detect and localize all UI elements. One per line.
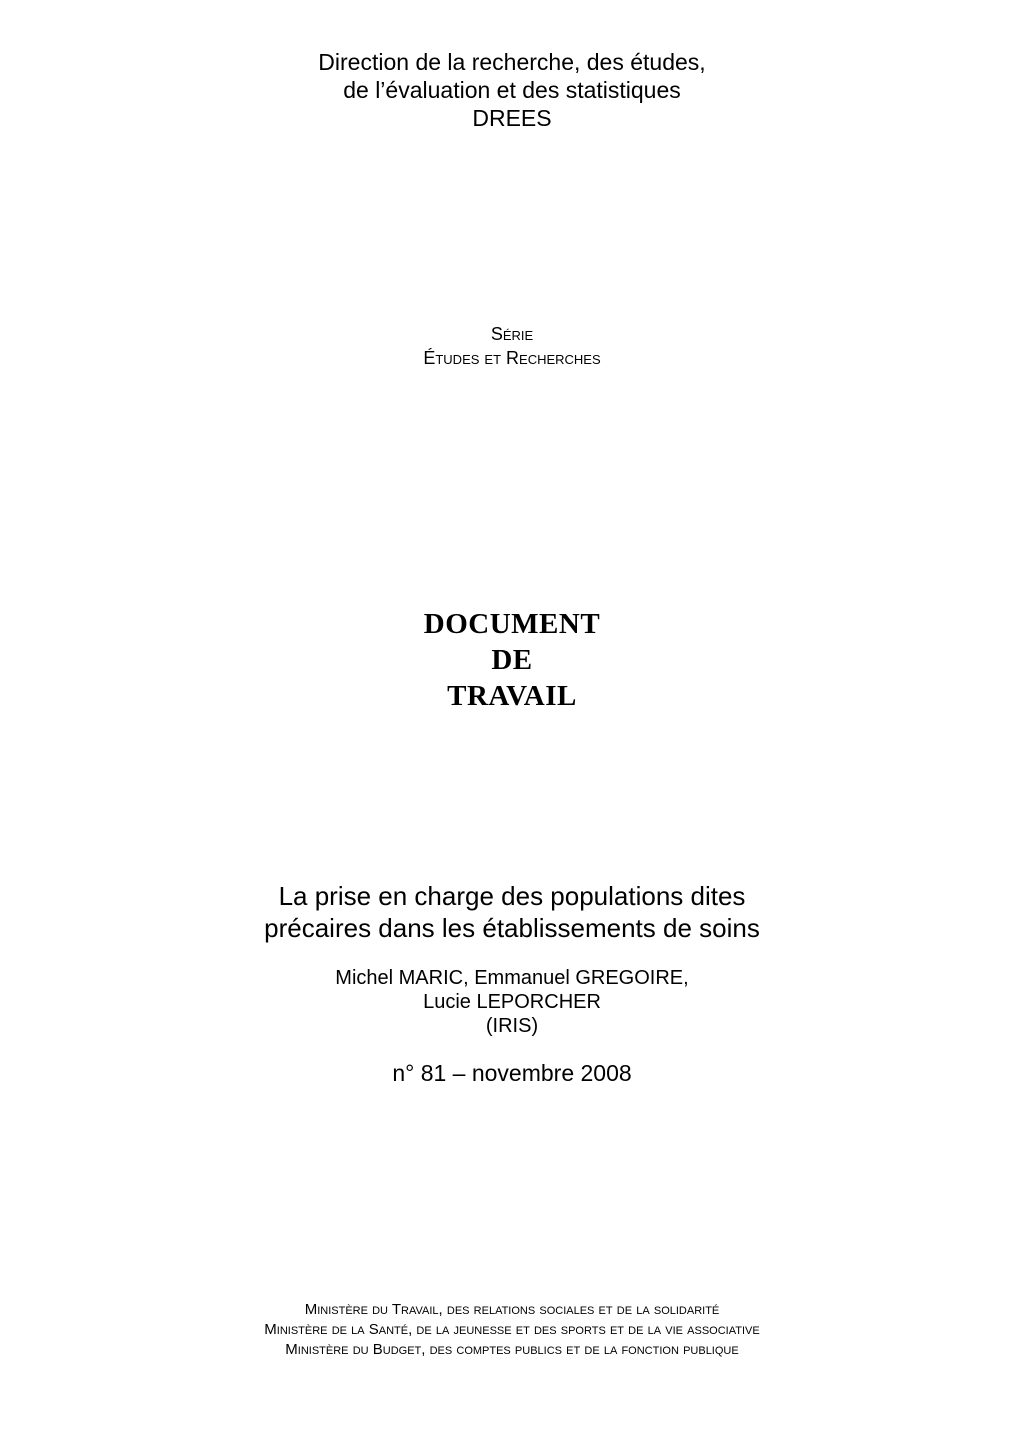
document-type-line: DOCUMENT: [423, 608, 601, 640]
title-line: La prise en charge des populations dites: [278, 881, 746, 911]
series-name: Études et Recherches: [423, 348, 601, 368]
ministry-line: Ministère de la Santé, de la jeunesse et des sports et de la vie associative: [264, 1321, 760, 1338]
title-line: précaires dans les établissements de soins: [264, 913, 760, 943]
author-affiliation: (IRIS): [485, 1015, 539, 1037]
organization-line: de l’évaluation et des statistiques: [343, 77, 681, 103]
ministries-footer: [0, 1300, 1024, 1360]
organization-acronym: DREES: [472, 105, 552, 131]
organization-header: [0, 48, 1024, 132]
authors: [0, 966, 1024, 1038]
organization-line: Direction de la recherche, des études,: [318, 49, 706, 75]
document-type-title: [0, 606, 1024, 714]
document-type-line: TRAVAIL: [447, 680, 577, 712]
issue-number: [0, 1058, 1024, 1088]
issue-text: n° 81 – novembre 2008: [392, 1060, 632, 1086]
document-title: [0, 880, 1024, 944]
series-heading: Série: [490, 324, 534, 344]
ministry-line: Ministère du Travail, des relations sociales et de la solidarité: [304, 1301, 720, 1318]
author-line: Lucie LEPORCHER: [423, 991, 601, 1013]
ministry-line: Ministère du Budget, des comptes publics et de la fonction publique: [285, 1341, 739, 1358]
series-label: [0, 322, 1024, 370]
document-type-line: DE: [491, 644, 533, 676]
author-line: Michel MARIC, Emmanuel GREGOIRE,: [335, 967, 689, 989]
